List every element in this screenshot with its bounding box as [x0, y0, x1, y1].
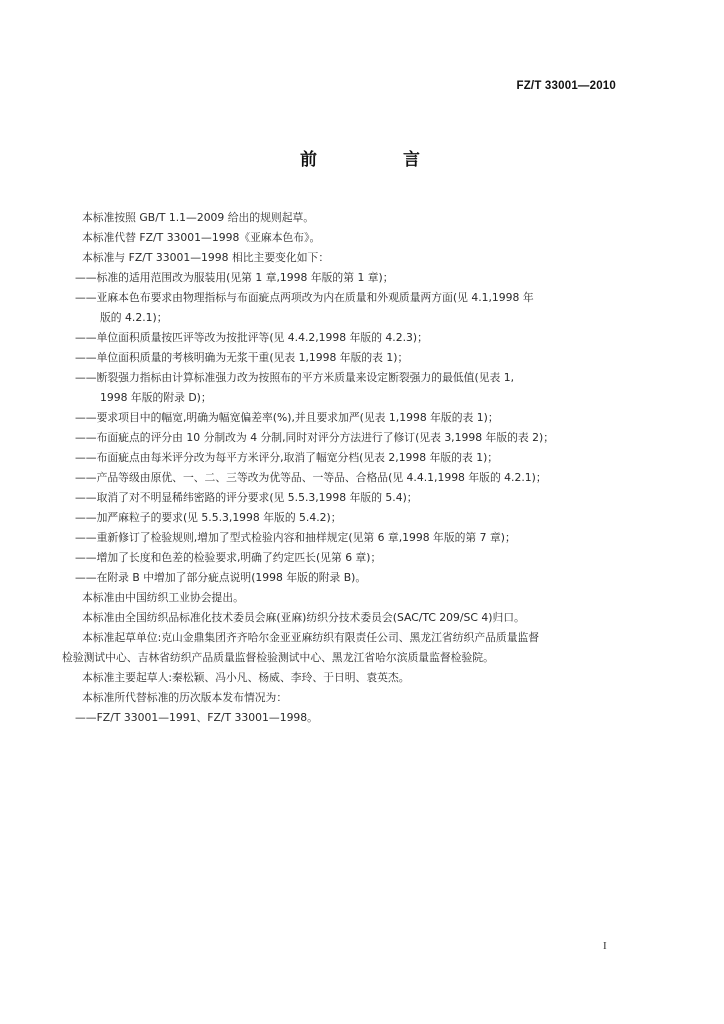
list-item: ——要求项目中的幅宽,明确为幅宽偏差率(%),并且要求加严(见表 1,1998 年版的表 1)；: [75, 411, 499, 424]
paragraph: 本标准按照 GB/T 1.1—2009 给出的规则起草。: [82, 211, 315, 224]
list-item: ——布面疵点的评分由 10 分制改为 4 分制,同时对评分方法进行了修订(见表 3,1998 年版的表 2)；: [75, 431, 555, 444]
page-title: 前 言: [300, 150, 460, 170]
list-item: ——亚麻本色布要求由物理指标与布面疵点两项改为内在质量和外观质量两方面(见 4.1,1998 年: [75, 291, 534, 304]
page-number: I: [603, 940, 607, 952]
list-item: ——重新修订了检验规则,增加了型式检验内容和抽样规定(见第 6 章,1998 年版的第 7 章)；: [75, 531, 516, 544]
paragraph: 本标准由中国纺织工业协会提出。: [82, 591, 244, 604]
paragraph-continuation: 检验测试中心、吉林省纺织产品质量监督检验测试中心、黑龙江省哈尔滨质量监督检验院。: [62, 651, 494, 664]
list-item: ——标准的适用范围改为服装用(见第 1 章,1998 年版的第 1 章)；: [75, 271, 394, 284]
list-item: ——在附录 B 中增加了部分疵点说明(1998 年版的附录 B)。: [75, 571, 367, 584]
foreword-body: [62, 208, 627, 728]
list-item: ——加严麻粒子的要求(见 5.5.3,1998 年版的 5.4.2)；: [75, 511, 342, 524]
list-item: ——布面疵点由每米评分改为每平方米评分,取消了幅宽分档(见表 2,1998 年版的表 1)；: [75, 451, 499, 464]
list-item: ——增加了长度和色差的检验要求,明确了约定匹长(见第 6 章)；: [75, 551, 382, 564]
standard-code: FZ/T 33001—2010: [516, 80, 616, 92]
list-item: ——产品等级由原优、一、二、三等改为优等品、一等品、合格品(见 4.4.1,1998 年版的 4.2.1)；: [75, 471, 547, 484]
list-item: ——取消了对不明显稀纬密路的评分要求(见 5.5.3,1998 年版的 5.4)；: [75, 491, 418, 504]
list-item: ——FZ/T 33001—1991、FZ/T 33001—1998。: [75, 711, 318, 724]
paragraph: 本标准起草单位:克山金鼎集团齐齐哈尔金亚亚麻纺织有限责任公司、黑龙江省纺织产品质量监督: [82, 631, 540, 644]
paragraph: 本标准所代替标准的历次版本发布情况为：: [82, 691, 288, 704]
paragraph: 本标准主要起草人:秦松颖、冯小凡、杨威、李玲、于日明、袁英杰。: [82, 671, 410, 684]
list-item-continuation: 1998 年版的附录 D)；: [100, 391, 212, 404]
paragraph: 本标准与 FZ/T 33001—1998 相比主要变化如下：: [82, 251, 330, 264]
paragraph: 本标准由全国纺织品标准化技术委员会麻(亚麻)纺织分技术委员会(SAC/TC 209/SC 4)归口。: [82, 611, 525, 624]
list-item: ——断裂强力指标由计算标准强力改为按照布的平方米质量来设定断裂强力的最低值(见表 1,: [75, 371, 515, 384]
list-item-continuation: 版的 4.2.1)；: [100, 311, 168, 324]
list-item: ——单位面积质量的考核明确为无浆干重(见表 1,1998 年版的表 1)；: [75, 351, 409, 364]
list-item: ——单位面积质量按匹评等改为按批评等(见 4.4.2,1998 年版的 4.2.3)；: [75, 331, 428, 344]
paragraph: 本标准代替 FZ/T 33001—1998《亚麻本色布》。: [82, 231, 321, 244]
